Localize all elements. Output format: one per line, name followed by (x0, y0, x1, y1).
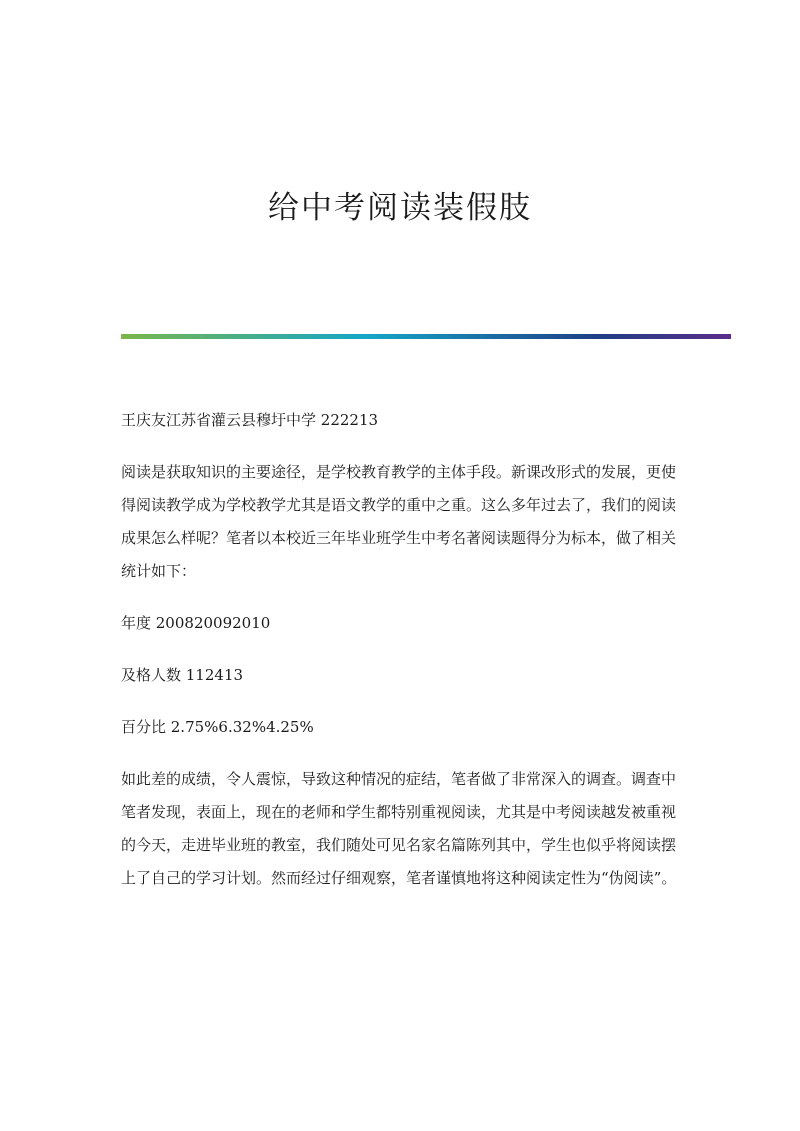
stat-percentage-row: 百分比 2.75%6.32%4.25% (121, 718, 314, 736)
document-body (121, 404, 681, 914)
stat-pass-count-row: 及格人数 112413 (121, 666, 244, 684)
paragraph-analysis: 如此差的成绩，令人震惊，导致这种情况的症结，笔者做了非常深入的调查。调查中笔者发现，表面上，现在的老师和学生都特别重视阅读，尤其是中考阅读越发被重视的今天，走进毕业班的教室，我们随处可见名家名篇陈列其中，学生也似乎将阅读摆上了自己的学习计划。然而经过仔细观察，笔者谨慎地将这种阅读定性为“伪阅读”。 (121, 770, 677, 887)
stat-year-row: 年度 200820092010 (121, 614, 271, 632)
title-divider (121, 334, 731, 339)
author-line: 王庆友江苏省灌云县穆圩中学 222213 (121, 411, 379, 429)
document-title: 给中考阅读装假肢 (268, 190, 532, 226)
paragraph-intro: 阅读是获取知识的主要途径，是学校教育教学的主体手段。新课改形式的发展，更使得阅读教学成为学校教学尤其是语文教学的重中之重。这么多年过去了，我们的阅读成果怎么样呢？笔者以本校近三年毕业班学生中考名著阅读题得分为标本，做了相关统计如下： (121, 463, 677, 580)
